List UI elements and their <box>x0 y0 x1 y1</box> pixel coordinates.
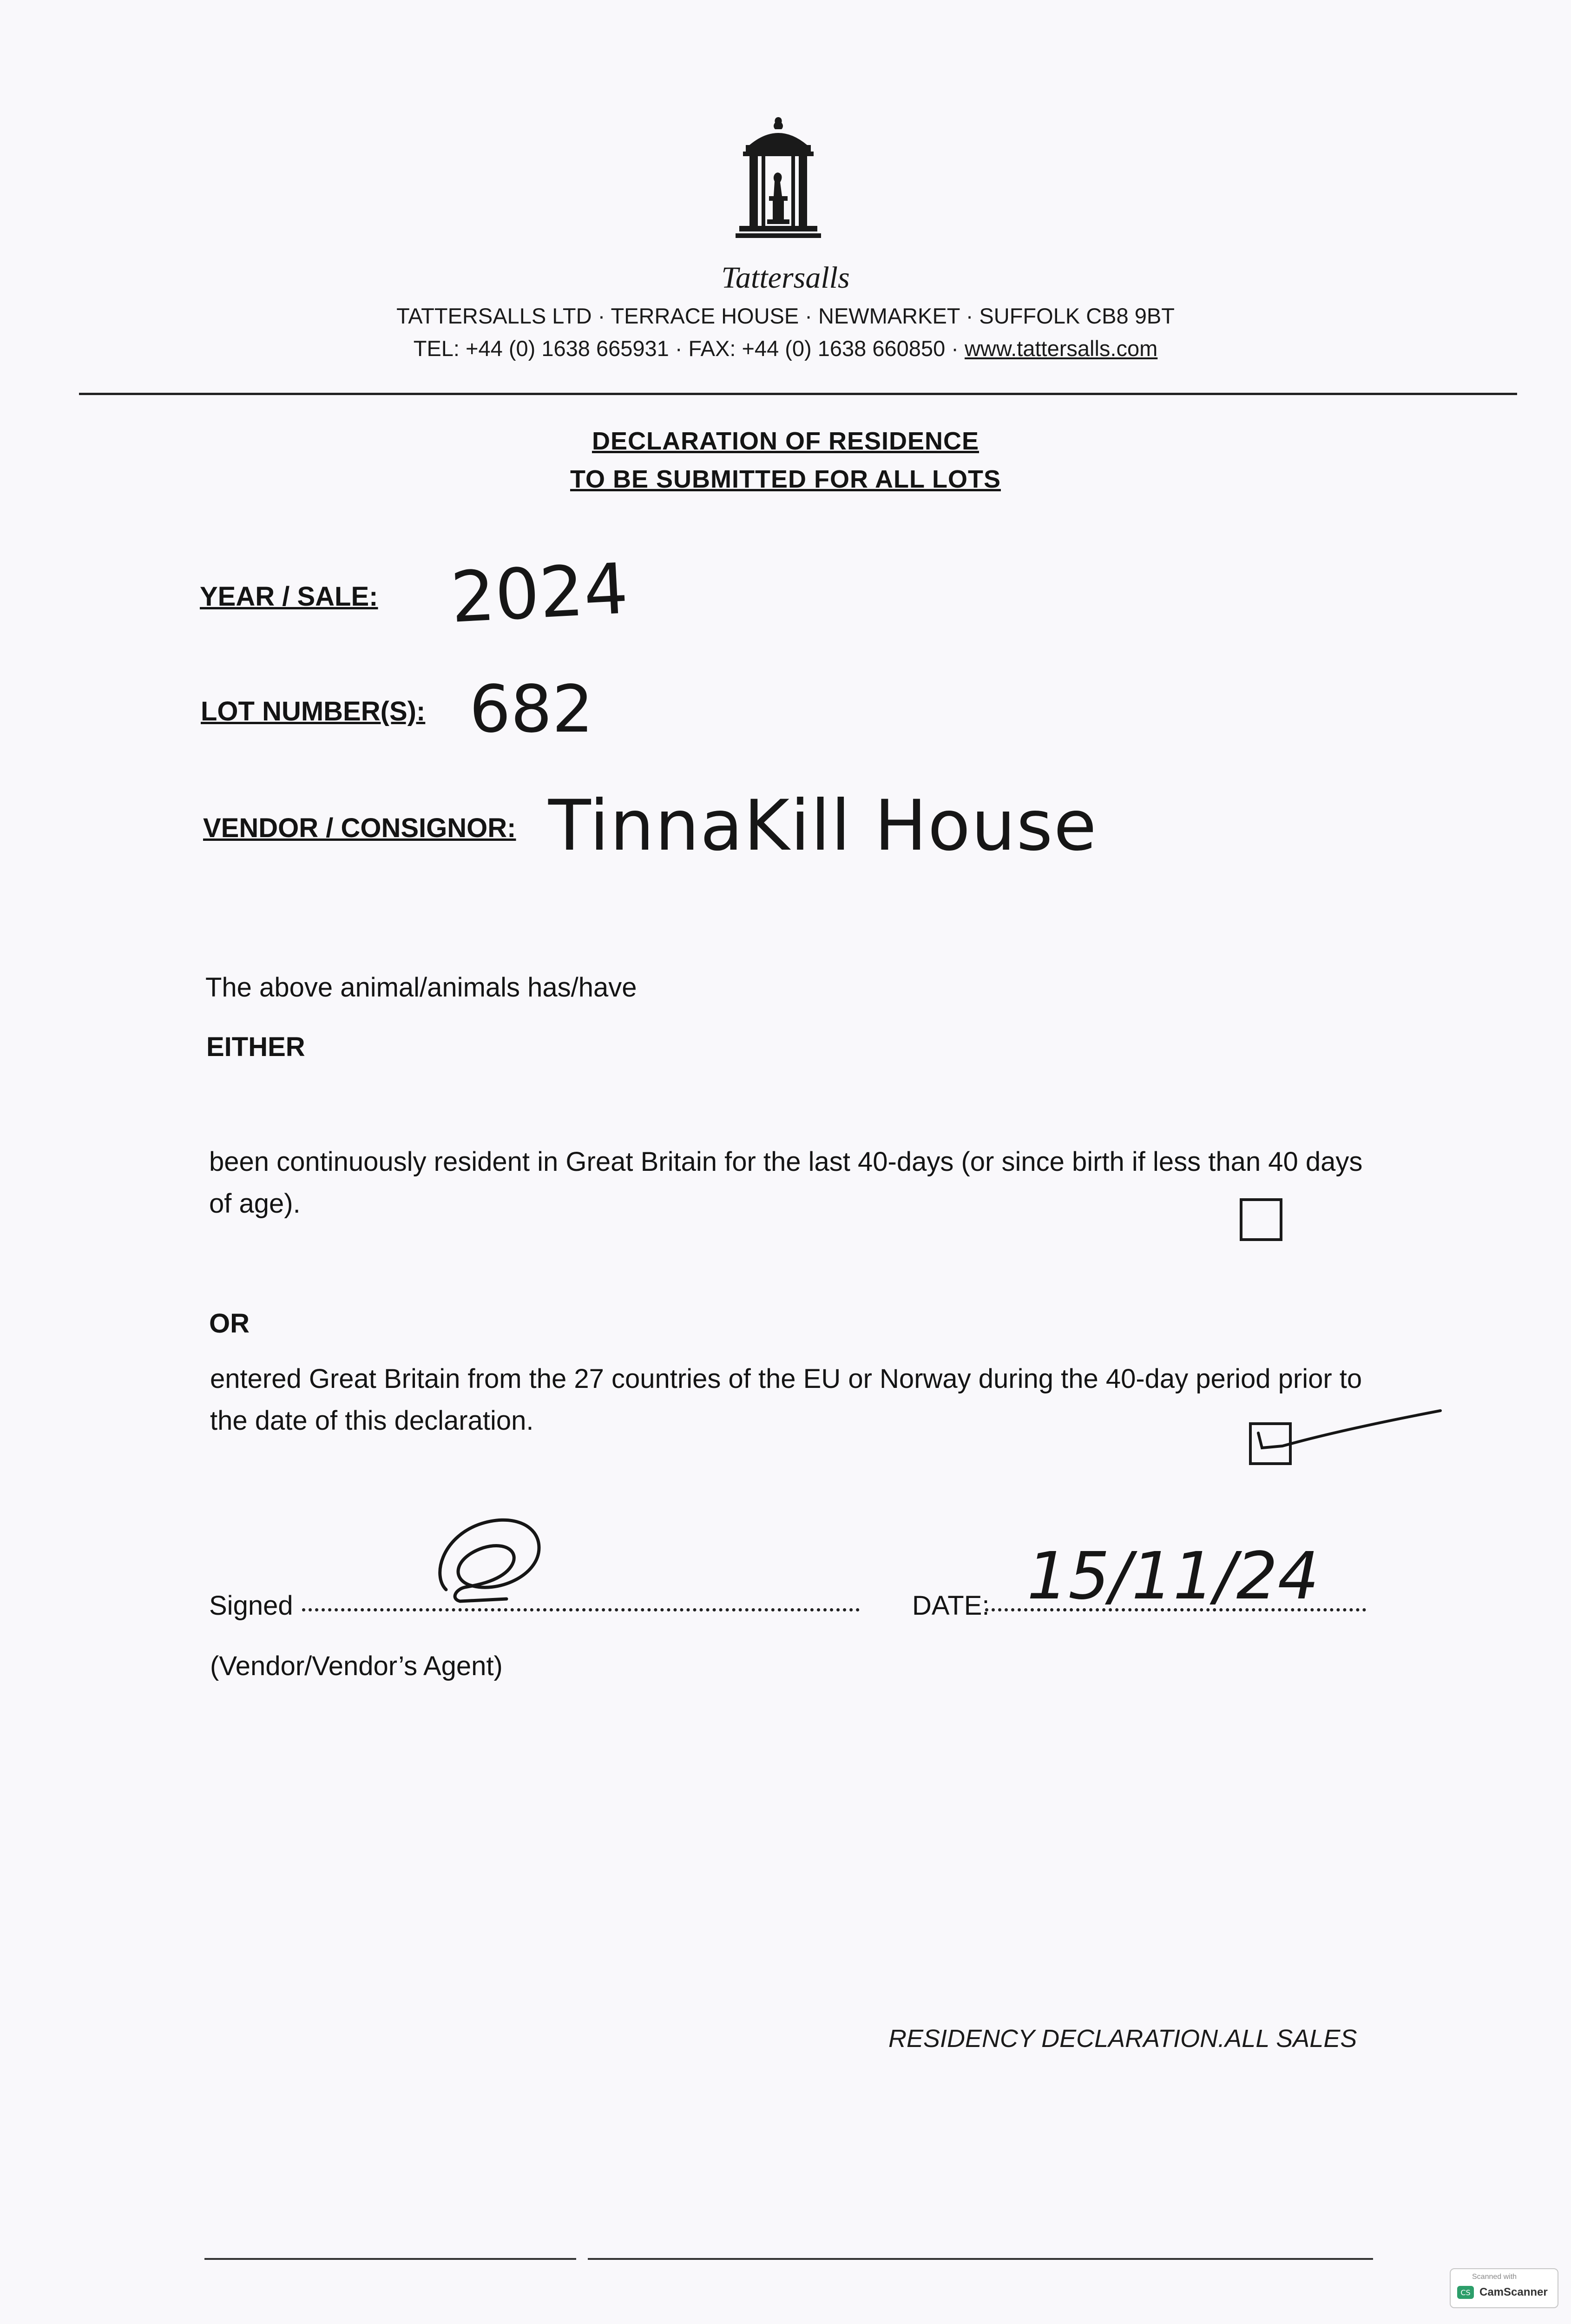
company-contact <box>0 336 1571 361</box>
document-title: DECLARATION OF RESIDENCE <box>592 427 979 455</box>
option2-check-mark <box>1250 1401 1445 1476</box>
lot-number-label: LOT NUMBER(S): <box>201 696 426 726</box>
option1-text: been continuously resident in Great Britain for the last 40-days (or since birth if less than 40 days of age). <box>209 1147 1363 1219</box>
signer-role: (Vendor/Vendor’s Agent) <box>210 1651 503 1681</box>
year-sale-label: YEAR / SALE: <box>200 581 378 612</box>
company-address: TATTERSALLS LTD · TERRACE HOUSE · NEWMARKET · SUFFOLK CB8 9BT <box>396 304 1175 328</box>
contact-phone-fax: TEL: +44 (0) 1638 665931 · FAX: +44 (0) 1638 660850 · <box>413 336 965 361</box>
lot-number-value[interactable]: 682 <box>469 672 594 747</box>
form-footer-name: RESIDENCY DECLARATION.ALL SALES <box>888 2025 1357 2053</box>
statement-intro: The above animal/animals has/have <box>205 972 637 1003</box>
scanner-stamp-brand: CamScanner <box>1479 2286 1548 2298</box>
date-value[interactable]: 15/11/24 <box>1027 1538 1319 1614</box>
bottom-rule-right <box>588 2258 1373 2260</box>
camscanner-icon <box>1456 2285 1475 2300</box>
vendor-consignor-label: VENDOR / CONSIGNOR: <box>203 813 516 843</box>
website-link[interactable]: www.tattersalls.com <box>964 336 1158 361</box>
signed-label: Signed <box>209 1591 293 1621</box>
scanner-stamp-caption: Scanned with <box>1472 2273 1517 2281</box>
svg-text:CS: CS <box>1460 2288 1471 2297</box>
document-subtitle: TO BE SUBMITTED FOR ALL LOTS <box>570 465 1001 493</box>
bottom-rule-left <box>204 2258 576 2260</box>
option1-checkbox[interactable] <box>1240 1198 1282 1241</box>
signature-line <box>302 1608 860 1611</box>
tattersalls-rotunda-logo <box>723 112 834 260</box>
header-rule <box>79 393 1517 395</box>
vendor-consignor-value[interactable]: TinnaKill House <box>548 786 1098 866</box>
brand-name: Tattersalls <box>721 261 850 295</box>
handwritten-signature[interactable] <box>427 1506 553 1618</box>
either-heading: EITHER <box>206 1032 305 1062</box>
year-sale-value[interactable]: 2024 <box>448 548 631 639</box>
date-label: DATE: <box>912 1591 990 1621</box>
or-heading: OR <box>209 1308 250 1339</box>
scanner-stamp <box>1450 2268 1558 2308</box>
option2-text: entered Great Britain from the 27 countries of the EU or Norway during the 40-day period prior to the date of this declaration. <box>210 1364 1362 1436</box>
